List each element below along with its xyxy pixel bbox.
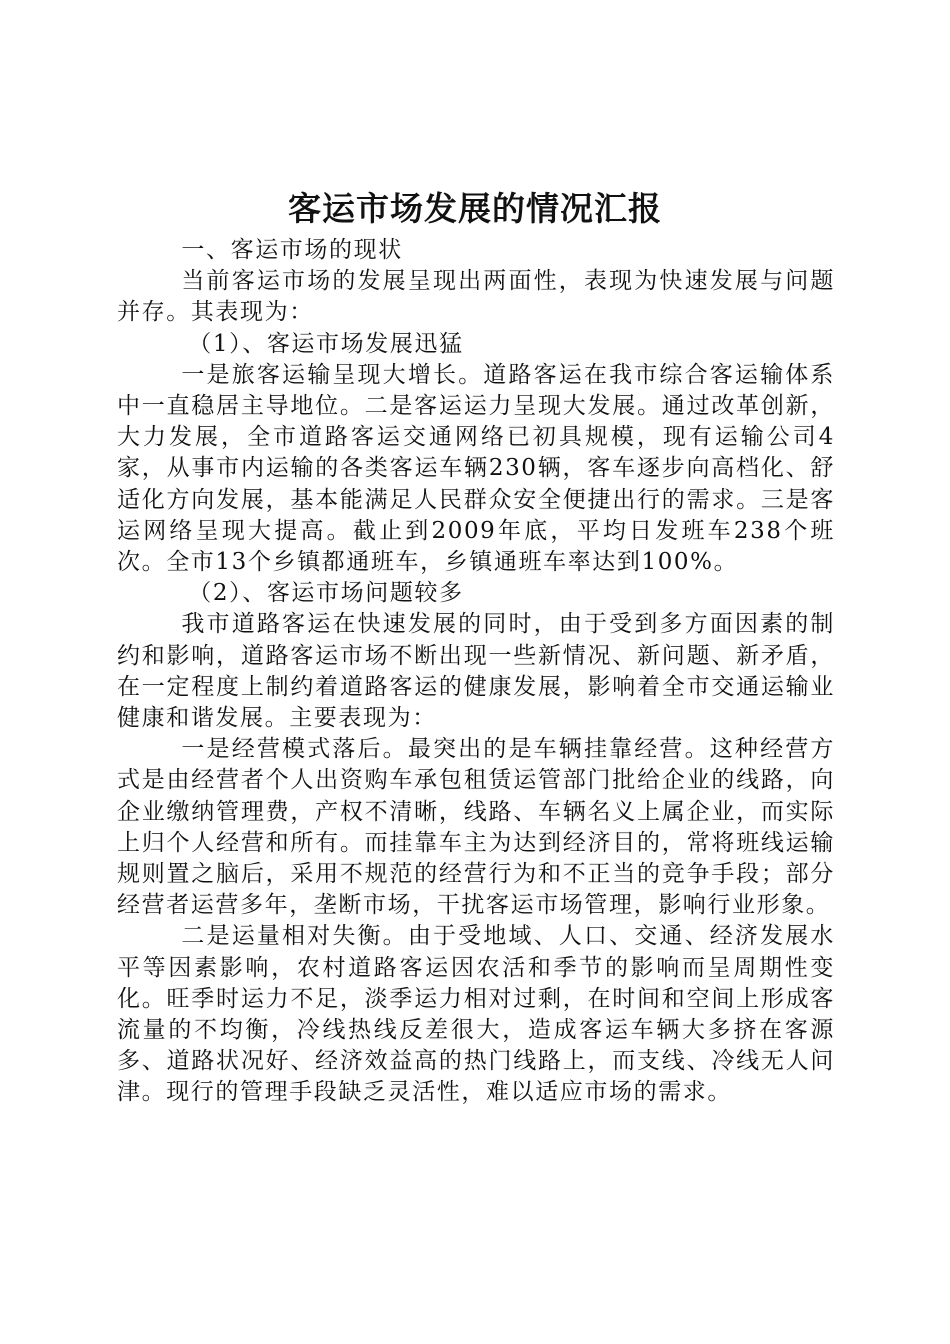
document-body [117,235,835,1109]
problem-capacity-imbalance-paragraph: 二是运量相对失衡。由于受地域、人口、交通、经济发展水平等因素影响，农村道路客运因农活和季节的影响而呈周期性变化。旺季时运力不足，淡季运力相对过剩，在时间和空间上形成客流量的不均衡，冷线热线反差很大，造成客运车辆大多挤在客源多、道路状况好、经济效益高的热门线路上，而支线、冷线无人问津。现行的管理手段缺乏灵活性，难以适应市场的需求。 [117,923,835,1106]
problem-operating-mode-paragraph: 一是经营模式落后。最突出的是车辆挂靠经营。这种经营方式是由经营者个人出资购车承包租赁运管部门批给企业的线路，向企业缴纳管理费，产权不清晰，线路、车辆名义上属企业，而实际上归个人经营和所有。而挂靠车主为达到经济目的，常将班线运输规则置之脑后，采用不规范的经营行为和不正当的竞争手段；部分经营者运营多年，垄断市场，干扰客运市场管理，影响行业形象。 [117,736,835,919]
section-heading-status: 一、客运市场的现状 [181,237,403,263]
intro-paragraph: 当前客运市场的发展呈现出两面性，表现为快速发展与问题并存。其表现为： [117,268,835,326]
problems-intro-paragraph: 我市道路客运在快速发展的同时，由于受到多方面因素的制约和影响，道路客运市场不断出现一些新情况、新问题、新矛盾，在一定程度上制约着道路客运的健康发展，影响着全市交通运输业健康和谐发展。主要表现为： [117,611,835,732]
subsection-heading-problems: （2）、客运市场问题较多 [188,580,464,607]
document-title: 客运市场发展的情况汇报 [288,189,662,228]
subsection-heading-rapid-growth: （1）、客运市场发展迅猛 [188,330,464,357]
rapid-growth-paragraph: 一是旅客运输呈现大增长。道路客运在我市综合客运输体系中一直稳居主导地位。二是客运运力呈现大发展。通过改革创新，大力发展，全市道路客运交通网络已初具规模，现有运输公司4家，从事市内运输的各类客运车辆230辆，客车逐步向高档化、舒适化方向发展，基本能满足人民群众安全便捷出行的需求。三是客运网络呈现大提高。截止到2009年底，平均日发班车238个班次。全市13个乡镇都通班车，乡镇通班车率达到100%。 [117,361,835,576]
